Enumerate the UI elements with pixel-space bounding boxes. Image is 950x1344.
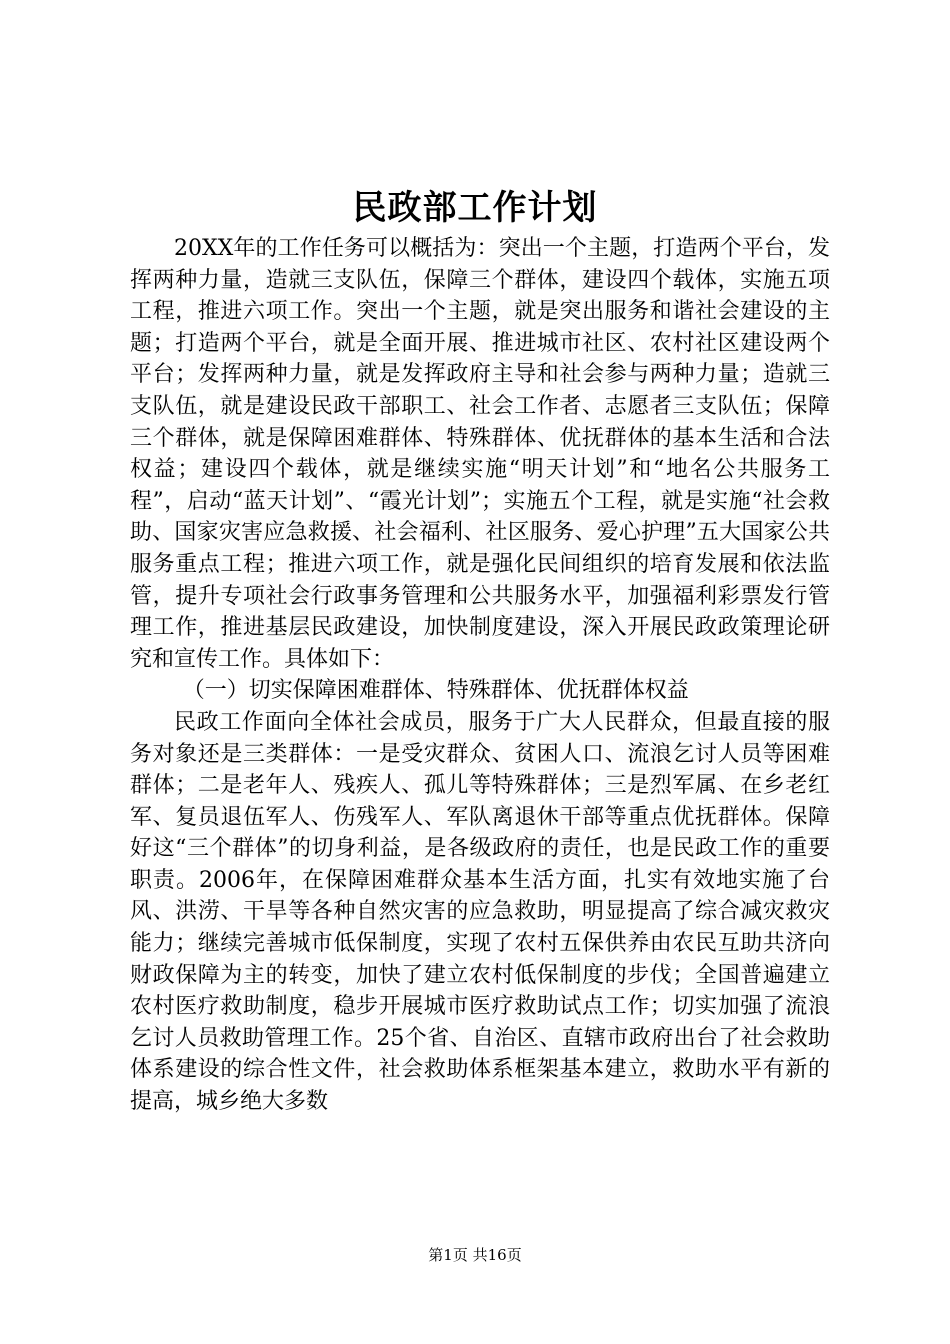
section-heading-1: （一）切实保障困难群体、特殊群体、优抚群体权益 (182, 678, 689, 704)
paragraph-section-1: 民政工作面向全体社会成员，服务于广大人民群众，但最直接的服务对象还是三类群体：一是受灾群众、贫困人口、流浪乞讨人员等困难群体；二是老年人、残疾人、孤儿等特殊群体；三是烈军属、在乡老红军、复员退伍军人、伤残军人、军队离退休干部等重点优抚群体。保障好这“三个群体”的切身利益，是各级政府的责任，也是民政工作的重要职责。2006年，在保障困难群众基本生活方面，扎实有效地实施了台风、洪涝、干旱等各种自然灾害的应急救助，明显提高了综合减灾救灾能力；继续完善城市低保制度，实现了农村五保供养由农民互助共济向财政保障为主的转变，加快了建立农村低保制度的步伐；全国普遍建立农村医疗救助制度，稳步开展城市医疗救助试点工作；切实加强了流浪乞讨人员救助管理工作。25个省、自治区、直辖市政府出台了社会救助体系建设的综合性文件，社会救助体系框架基本建立，救助水平有新的提高，城乡绝大多数 (130, 709, 830, 1115)
document-body (130, 233, 830, 1118)
paragraph-intro: 20XX年的工作任务可以概括为：突出一个主题，打造两个平台，发挥两种力量，造就三支队伍，保障三个群体，建设四个载体，实施五项工程，推进六项工作。突出一个主题，就是突出服务和谐社会建设的主题；打造两个平台，就是全面开展、推进城市社区、农村社区建设两个平台；发挥两种力量，就是发挥政府主导和社会参与两种力量；造就三支队伍，就是建设民政干部职工、社会工作者、志愿者三支队伍；保障三个群体，就是保障困难群体、特殊群体、优抚群体的基本生活和合法权益；建设四个载体，就是继续实施“明天计划”和“地名公共服务工程”，启动“蓝天计划”、“霞光计划”；实施五个工程，就是实施“社会救助、国家灾害应急救援、社会福利、社区服务、爱心护理”五大国家公共服务重点工程；推进六项工作，就是强化民间组织的培育发展和依法监管，提升专项社会行政事务管理和公共服务水平，加强福利彩票发行管理工作，推进基层民政建设，加快制度建设，深入开展民政政策理论研究和宣传工作。具体如下： (130, 236, 830, 672)
document-title: 民政部工作计划 (352, 188, 598, 228)
page-footer: 第1页 共16页 (428, 1246, 522, 1264)
